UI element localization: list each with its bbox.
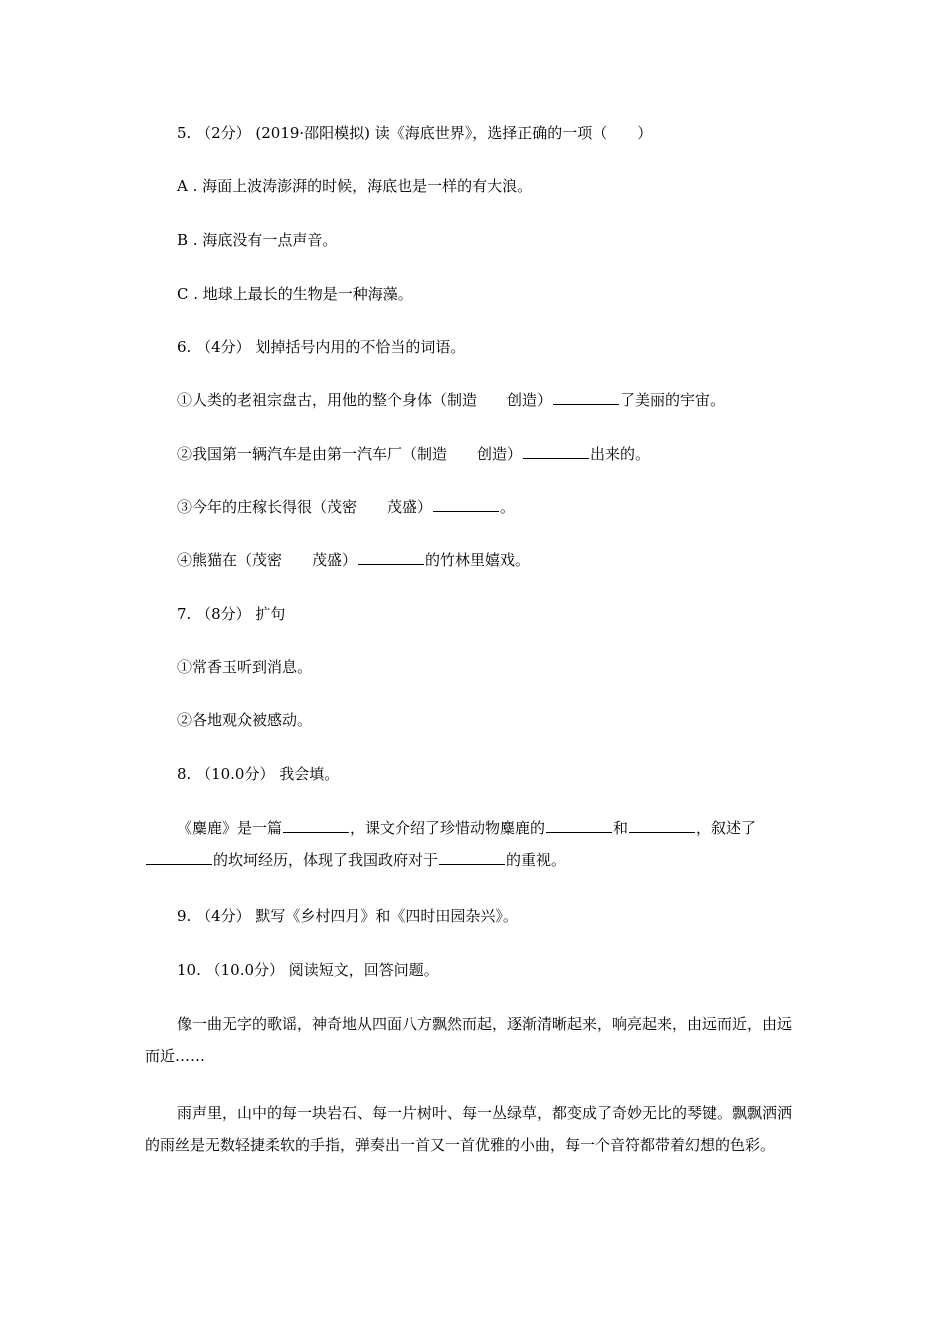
answer-blank[interactable] xyxy=(523,444,589,459)
answer-blank[interactable] xyxy=(146,850,212,865)
fill-text: 《麋鹿》是一篇 xyxy=(177,819,283,837)
answer-blank[interactable] xyxy=(358,550,424,565)
question-8-title: 8. （10.0分） 我会填。 xyxy=(177,765,340,783)
fill-text: ，叙述了 xyxy=(696,819,757,837)
question-6-item-2 xyxy=(177,444,650,464)
item-text: ②我国第一辆汽车是由第一汽车厂（制造 创造） xyxy=(177,445,523,463)
question-6-item-1 xyxy=(177,390,725,410)
reading-paragraph-1: 像一曲无字的歌谣，神奇地从四面八方飘然而起，逐渐清晰起来，响亮起来，由远而近，由远而近…… xyxy=(145,1015,793,1065)
fill-text: ，课文介绍了珍惜动物麋鹿的 xyxy=(350,819,546,837)
question-10-title: 10. （10.0分） 阅读短文，回答问题。 xyxy=(177,961,439,979)
question-7-item-1: ①常香玉听到消息。 xyxy=(177,658,313,676)
answer-blank[interactable] xyxy=(439,850,505,865)
fill-text: 和 xyxy=(613,819,629,837)
question-6-item-3 xyxy=(177,497,515,517)
question-7-item-2: ②各地观众被感动。 xyxy=(177,711,313,729)
answer-blank[interactable] xyxy=(629,818,695,833)
question-5-option-a: A . 海面上波涛澎湃的时候，海底也是一样的有大浪。 xyxy=(177,177,533,195)
answer-blank[interactable] xyxy=(546,818,612,833)
question-5-option-b: B . 海底没有一点声音。 xyxy=(177,231,338,249)
fill-text: 的坎坷经历，体现了我国政府对于 xyxy=(213,851,439,869)
question-7-title: 7. （8分） 扩句 xyxy=(177,605,286,623)
item-text: ①人类的老祖宗盘古，用他的整个身体（制造 创造） xyxy=(177,391,553,409)
question-8-fill-paragraph xyxy=(145,812,805,876)
item-text: 了美丽的宇宙。 xyxy=(620,391,726,409)
question-5-option-c: C . 地球上最长的生物是一种海藻。 xyxy=(177,285,413,303)
item-text: ④熊猫在（茂密 茂盛） xyxy=(177,551,358,569)
item-text: 出来的。 xyxy=(590,445,651,463)
answer-blank[interactable] xyxy=(433,497,499,512)
answer-blank[interactable] xyxy=(553,390,619,405)
item-text: 。 xyxy=(500,498,516,516)
question-5-title: 5. （2分） (2019·邵阳模拟) 读《海底世界》，选择正确的一项（ ） xyxy=(177,124,653,142)
fill-text: 的重视。 xyxy=(506,851,567,869)
question-9-title: 9. （4分） 默写《乡村四月》和《四时田园杂兴》。 xyxy=(177,907,518,925)
item-text: ③今年的庄稼长得很（茂密 茂盛） xyxy=(177,498,433,516)
question-6-item-4 xyxy=(177,550,530,570)
answer-blank[interactable] xyxy=(283,818,349,833)
item-text: 的竹林里嬉戏。 xyxy=(425,551,531,569)
question-6-title: 6. （4分） 划掉括号内用的不恰当的词语。 xyxy=(177,338,466,356)
reading-paragraph-2: 雨声里，山中的每一块岩石、每一片树叶、每一丛绿草，都变成了奇妙无比的琴键。飘飘洒洒的雨丝是无数轻捷柔软的手指，弹奏出一首又一首优雅的小曲，每一个音符都带着幻想的色彩。 xyxy=(145,1104,793,1154)
